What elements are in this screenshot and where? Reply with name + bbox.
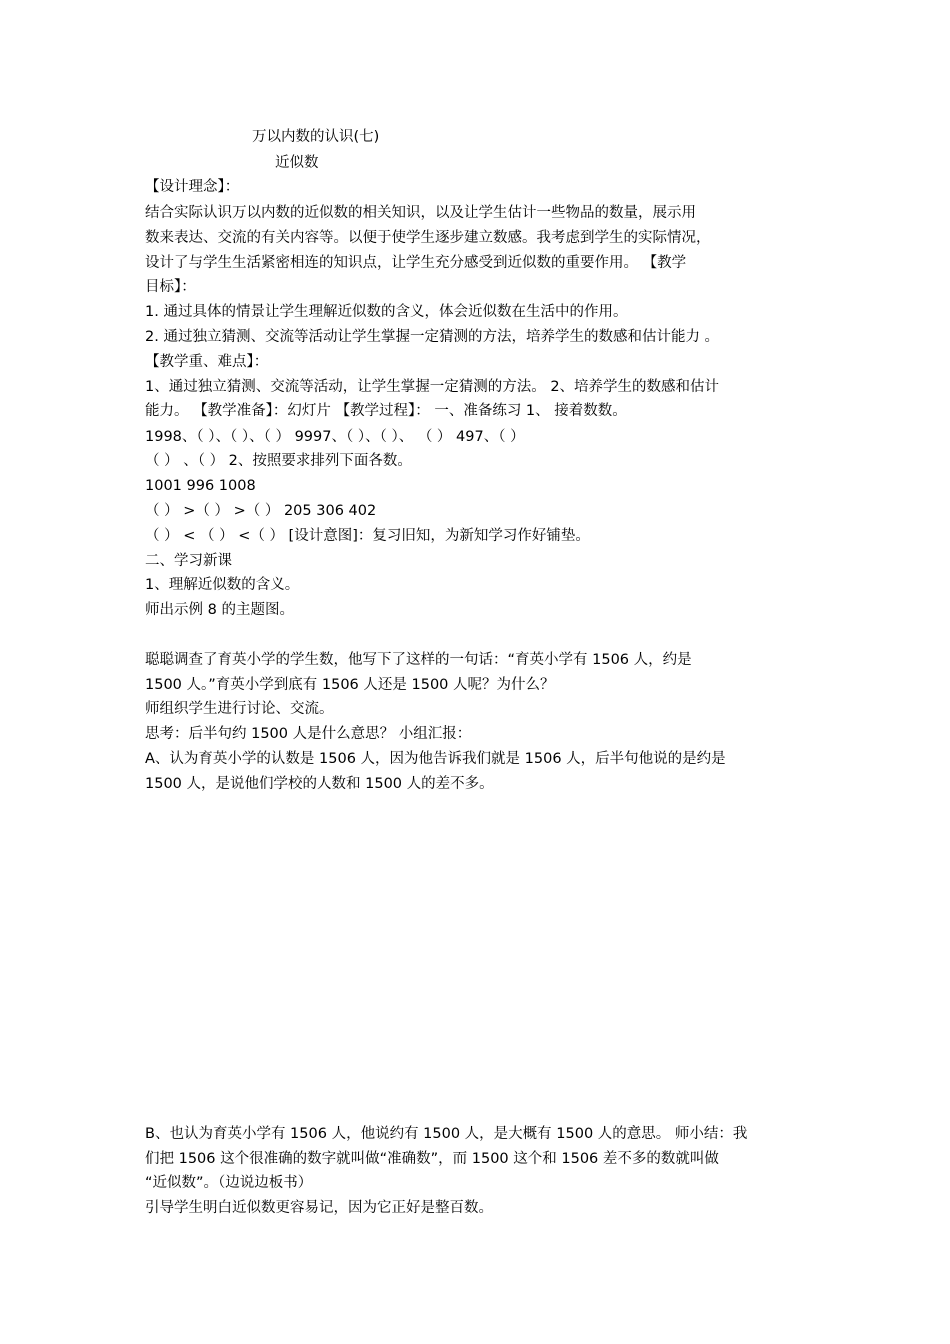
text-line: 1500 人，是说他们学校的人数和 1500 人的差不多。 — [145, 776, 494, 792]
text-line: 能力。 【教学准备】：幻灯片 【教学过程】： 一、准备练习 1、 接着数数。 — [145, 403, 627, 419]
text-line: 们把 1506 这个很准确的数字就叫做“准确数”，而 1500 这个和 1506 差不多的数就叫做 — [145, 1151, 719, 1167]
text-line: 数来表达、交流的有关内容等。以便于使学生逐步建立数感。我考虑到学生的实际情况， — [145, 230, 711, 246]
text-line: 1998、（ ）、（ ）、（ ） 9997、（ ）、（ ）、 （ ） 497、（ ） — [145, 429, 525, 445]
text-line: 目标】： — [145, 279, 196, 295]
text-line: 1001 996 1008 — [145, 478, 256, 494]
text-line: 2. 通过独立猜测、交流等活动让学生掌握一定猜测的方法，培养学生的数感和估计能力 。 — [145, 329, 720, 345]
text-line: 1、理解近似数的含义。 — [145, 577, 300, 593]
text-line: 1500 人。”育英小学到底有 1506 人还是 1500 人呢？为什么？ — [145, 677, 555, 693]
text-line: B、也认为育英小学有 1506 人，他说约有 1500 人，是大概有 1500 人的意思。 师小结：我 — [145, 1126, 748, 1142]
text-line: 结合实际认识万以内数的近似数的相关知识，以及让学生估计一些物品的数量，展示用 — [145, 205, 696, 221]
text-line: 二、学习新课 — [145, 553, 232, 569]
doc-title: 万以内数的认识(七) — [252, 129, 380, 145]
text-line: 师出示例 8 的主题图。 — [145, 602, 294, 618]
text-line: 1. 通过具体的情景让学生理解近似数的含义，体会近似数在生活中的作用。 — [145, 304, 628, 320]
text-line: “近似数”。（边说边板书） — [145, 1175, 313, 1191]
text-line: （ ） < （ ） <（ ） [设计意图]：复习旧知，为新知学习作好铺垫。 — [145, 528, 590, 544]
text-line: 师组织学生进行讨论、交流。 — [145, 701, 334, 717]
text-line: 引导学生明白近似数更容易记，因为它正好是整百数。 — [145, 1200, 493, 1216]
text-line: （ ） >（ ） >（ ） 205 306 402 — [145, 503, 377, 519]
text-line: （ ） 、（ ） 2、按照要求排列下面各数。 — [145, 453, 412, 469]
text-line: 【教学重、难点】： — [145, 354, 269, 370]
text-line: 思考：后半句约 1500 人是什么意思？ 小组汇报： — [145, 726, 472, 742]
text-line: 1、通过独立猜测、交流等活动，让学生掌握一定猜测的方法。 2、培养学生的数感和估计 — [145, 379, 720, 395]
text-line: 【设计理念】： — [145, 179, 240, 195]
text-line: A、认为育英小学的认数是 1506 人，因为他告诉我们就是 1506 人，后半句他说的是约是 — [145, 751, 726, 767]
text-line: 设计了与学生生活紧密相连的知识点，让学生充分感受到近似数的重要作用。 【教学 — [145, 255, 687, 271]
doc-subtitle: 近似数 — [275, 155, 319, 171]
text-line: 聪聪调查了育英小学的学生数，他写下了这样的一句话：“育英小学有 1506 人，约是 — [145, 652, 692, 668]
